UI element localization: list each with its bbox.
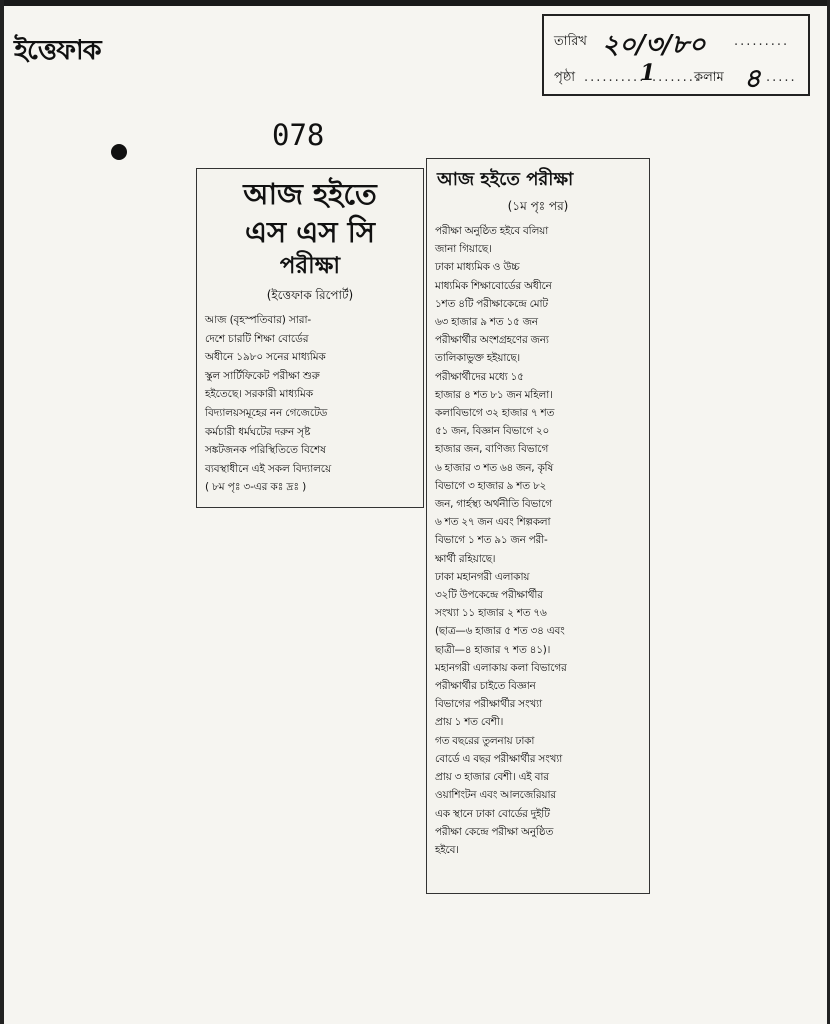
stamp-date-value: ২০/৩/৮০ — [602, 30, 706, 60]
newspaper-logo: ইত্তেফাক — [14, 35, 101, 66]
article2-body: পরীক্ষা অনুষ্ঠিত হইবে বলিয়া জানা গিয়াছে। ঢাকা মাধ্যমিক ও উচ্চ মাধ্যমিক শিক্ষাবোর্ডের অধীনে ১শত ৪টি পরীক্ষাকেন্দ্রে মোট ৬৩ হাজার ৯ শত ১৫ জন পরীক্ষার্থীর অংশগ্রহণের জন্য তালিকাভুক্ত হইয়াছে। পরীক্ষার্থীদের মধ্যে ১৫ হাজার ৪ শত ৮১ জন মহিলা। কলাবিভাগে ৩২ হাজার ৭ শত ৫১ জন, বিজ্ঞান বিভাগে ২০ হাজার জন, বাণিজ্য বিভাগে ৬ হাজার ৩ শত ৬৪ জন, কৃষি বিভাগে ৩ হাজার ৯ শত ৮২ জন, গার্হস্থ্য অর্থনীতি বিভাগে ৬ শত ২৭ জন এবং শিল্পকলা বিভাগে ১ শত ৯১ জন পরী- ক্ষার্থী রহিয়াছে। ঢাকা মহানগরী এলাকায় ৩২টি উপকেন্দ্রে পরীক্ষার্থীর সংখ্যা ১১ হাজার ২ শত ৭৬ (ছাত্র—৬ হাজার ৫ শত ৩৪ এবং ছাত্রী—৪ হাজার ৭ শত ৪১)। মহানগরী এলাকায় কলা বিভাগের পরীক্ষার্থীর চাইতে বিজ্ঞান বিভাগের পরীক্ষার্থীর সংখ্যা প্রায় ১ শত বেশী। গত বছরের তুলনায় ঢাকা বোর্ডে এ বছর পরীক্ষার্থীর সংখ্যা প্রায় ৩ হাজার বেশী। এই বার ওয়াশিংটন এবং আলজেরিয়ার এক স্থানে ঢাকা বোর্ডের দুইটি পরীক্ষা কেন্দ্রে পরীক্ষা অনুষ্ঠিত হইবে। — [435, 225, 567, 856]
article2-continued-from: (১ম পৃঃ পর) — [507, 199, 569, 213]
stamp-column-label: কলাম — [694, 70, 724, 85]
article2-headline: আজ হইতে পরীক্ষা — [437, 169, 574, 190]
stamp-page-label: পৃষ্ঠা — [554, 70, 576, 85]
article1-byline: (ইত্তেফাক রিপোর্ট) — [266, 288, 354, 302]
stamp-dotted-line: .......... — [584, 70, 646, 85]
scan-top-edge — [0, 0, 830, 6]
article-clipping-left — [196, 168, 424, 508]
stamp-page-value: 1 — [640, 60, 656, 86]
article1-headline-line: আজ হইতে — [243, 177, 377, 211]
ink-blot — [111, 144, 127, 160]
stamp-column-value: ৪ — [744, 64, 761, 94]
article1-headline — [197, 175, 423, 281]
archive-stamp — [542, 14, 810, 96]
stamp-dotted-line: ........ — [652, 70, 702, 85]
stamp-date-label: তারিখ — [554, 34, 587, 49]
article1-headline-line: পরীক্ষা — [279, 252, 341, 279]
stamp-dotted-line: ..... — [766, 70, 797, 85]
page-number: 078 — [272, 118, 325, 152]
article1-headline-line: এস এস সি — [244, 215, 376, 249]
stamp-dotted-line: ......... — [734, 34, 790, 49]
article-clipping-right — [426, 158, 650, 894]
article1-body: আজ (বৃহস্পতিবার) সারা- দেশে চারটি শিক্ষা বোর্ডের অধীনে ১৯৮০ সনের মাধ্যমিক স্কুল সার্টিফিকেট পরীক্ষা শুরু হইতেছে। সরকারী মাধ্যমিক বিদ্যালয়সমূহের নন গেজেটেড কর্মচারী ধর্মঘটের দরুন সৃষ্ট সঙ্কটজনক পরিস্থিতিতে বিশেষ ব্যবস্থাধীনে এই সকল বিদ্যালয়ে ( ৮ম পৃঃ ৩-এর কঃ দ্রঃ ) — [205, 314, 332, 494]
scan-left-edge — [0, 0, 4, 1024]
